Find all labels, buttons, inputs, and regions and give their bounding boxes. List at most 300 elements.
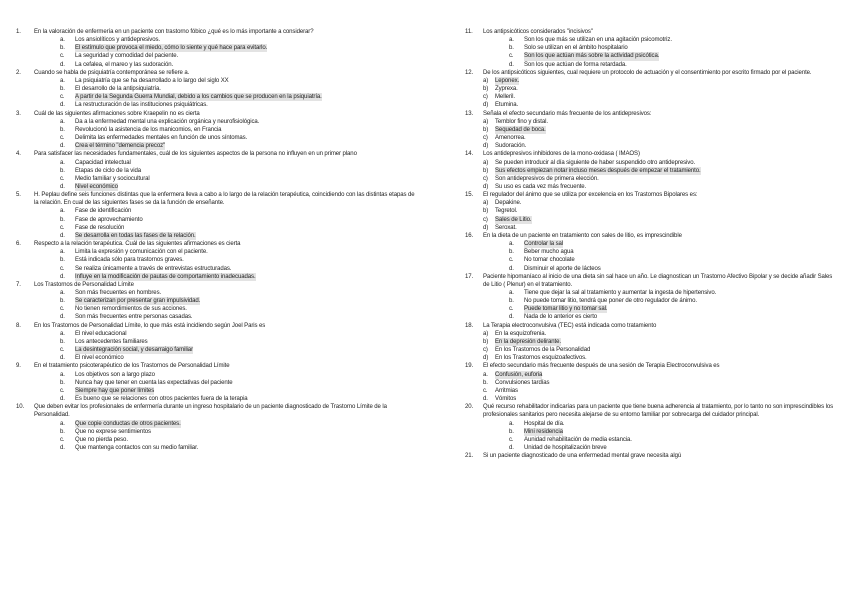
answer-option <box>13 52 415 60</box>
answer-option <box>13 395 415 403</box>
answer-option <box>462 134 838 142</box>
option-letter: a. <box>60 118 65 125</box>
answer-option <box>462 436 838 444</box>
option-letter: b) <box>483 86 489 93</box>
question-text: Para satisfacer las necesidades fundamentales, cuál de los siguientes aspectos de la persona no influyen en un primer plano <box>34 151 357 158</box>
question-text: Si un paciente diagnosticado de una enfermedad mental grave necesita algú <box>483 453 682 460</box>
option-letter: d) <box>483 224 489 231</box>
option-text: Sus efectos empiezan notar incluso meses después de empezar el tratamiento. <box>495 167 701 174</box>
question-number: 8. <box>16 322 21 329</box>
answer-option-highlighted <box>462 428 838 436</box>
question-text: En la dieta de un paciente en tratamiento con sales de litio, es imprescindible <box>483 232 682 239</box>
option-text: Seroxat. <box>495 224 517 231</box>
option-text: Está indicada sólo para trastornos graves. <box>75 257 184 264</box>
option-text: Se realiza únicamente a través de entrevistas estructuradas. <box>75 265 232 272</box>
option-text: Mini residencia <box>524 428 563 435</box>
option-text: Arritmias <box>495 387 518 394</box>
option-letter: d) <box>483 183 489 190</box>
answer-option <box>462 44 838 52</box>
answer-option <box>462 183 838 191</box>
answer-option-highlighted <box>462 371 838 379</box>
option-letter: d. <box>60 102 65 109</box>
option-text: Son antidepresivos de primera elección. <box>495 175 599 182</box>
question <box>462 322 838 330</box>
option-text: Vómitos <box>495 396 517 403</box>
option-letter: c) <box>483 216 488 223</box>
option-letter: a. <box>60 420 65 427</box>
option-letter: c. <box>60 387 65 394</box>
answer-option <box>462 93 838 101</box>
option-letter: b. <box>509 428 514 435</box>
answer-option-highlighted <box>462 52 838 60</box>
option-letter: c. <box>60 224 65 231</box>
question-text: Los antidepresivos inhibidores de la mono-oxidasa ( IMAOS) <box>483 151 640 158</box>
option-text: Zyprexa. <box>495 86 518 93</box>
option-text: Que copie conductas de otros pacientes. <box>75 420 181 427</box>
question-text: El regulador del ánimo que se utiliza por excelencia en los Trastornos Bipolares es: <box>483 192 698 199</box>
option-letter: c. <box>60 53 65 60</box>
option-text: Medio familiar y sociocultural <box>75 175 150 182</box>
answer-option <box>462 265 838 273</box>
option-text: Es bueno que se relaciones con otros pacientes fuera de la terapia <box>75 396 248 403</box>
option-text: En los Trastornos de la Personalidad <box>495 347 591 354</box>
question-number: 20. <box>465 404 474 411</box>
question <box>13 281 415 289</box>
question <box>13 362 415 370</box>
option-letter: c. <box>60 135 65 142</box>
option-letter: d. <box>60 183 65 190</box>
option-letter: d. <box>60 61 65 68</box>
option-text: Siempre hay que poner límites <box>75 387 155 394</box>
option-letter: c. <box>60 175 65 182</box>
option-letter: c. <box>483 387 488 394</box>
answer-option <box>13 159 415 167</box>
question <box>13 322 415 330</box>
question-number: 5. <box>16 192 21 199</box>
option-text: En la depresión delirante. <box>495 338 561 345</box>
question <box>462 452 838 460</box>
question-number: 7. <box>16 281 21 288</box>
option-letter: d. <box>60 314 65 321</box>
option-text: El desarrollo de la antipsiquiatría. <box>75 86 161 93</box>
option-letter: b. <box>60 298 65 305</box>
question-text: En los Trastornos de Personalidad Límite, lo que más está incidiendo según Joel Paris es <box>34 322 266 329</box>
answer-option-highlighted <box>13 387 415 395</box>
option-text: Tegretol. <box>495 208 518 215</box>
question <box>462 191 838 199</box>
option-text: Son los que actúan más sobre la actividad psicótica. <box>524 53 660 60</box>
option-text: Depakine. <box>495 200 522 207</box>
answer-option <box>13 36 415 44</box>
question <box>462 110 838 118</box>
answer-option-highlighted <box>13 93 415 101</box>
question <box>13 191 415 207</box>
question-text: Cuando se habla de psiquiatría contemporánea se refiere a. <box>34 69 190 76</box>
answer-option <box>462 248 838 256</box>
option-letter: a) <box>483 159 489 166</box>
option-letter: c) <box>483 175 488 182</box>
option-letter: c. <box>60 94 65 101</box>
answer-option <box>13 85 415 93</box>
option-text: Los antecedentes familiares <box>75 338 148 345</box>
option-text: Etapas de ciclo de la vida <box>75 167 141 174</box>
option-letter: b. <box>509 249 514 256</box>
question-text: Que deben evitar los profesionales de enfermería durante un ingreso hospitalario de un paciente diagnosticado de Trastorno Límite de la Personalidad. <box>34 404 387 419</box>
answer-option-highlighted <box>13 44 415 52</box>
answer-option <box>462 101 838 109</box>
question-text: La Terapia electroconvulsiva (TEC) está indicada como tratamiento <box>483 322 657 329</box>
question <box>13 110 415 118</box>
answer-option <box>462 142 838 150</box>
answer-option <box>13 289 415 297</box>
option-letter: c. <box>60 306 65 313</box>
option-text: Solo se utilizan en el ámbito hospitalario <box>524 45 628 52</box>
answer-option <box>462 256 838 264</box>
answer-option <box>462 346 838 354</box>
option-letter: a) <box>483 330 489 337</box>
answer-option <box>13 428 415 436</box>
option-letter: b. <box>60 167 65 174</box>
answer-option <box>13 379 415 387</box>
answer-option-highlighted <box>13 346 415 354</box>
option-letter: c. <box>60 347 65 354</box>
option-text: Sequedad de boca. <box>495 126 546 133</box>
answer-option <box>462 36 838 44</box>
question-number: 15. <box>465 192 474 199</box>
answer-option <box>462 387 838 395</box>
option-letter: b. <box>509 298 514 305</box>
option-text: Beber mucho agua <box>524 249 574 256</box>
question-number: 10. <box>16 404 25 411</box>
answer-option <box>13 134 415 142</box>
option-text: La restructuración de las instituciones psiquiátricas. <box>75 102 208 109</box>
question-number: 11. <box>465 29 473 35</box>
question-text: H. Peplau define seis funciones distintas que la enfermera lleva a cabo a lo largo de la relación terapéutica, coincidiendo con las distintas etapas de la relación. En cual de las siguientes fases se da la función de enseñante. <box>34 192 415 207</box>
right-column <box>462 28 838 460</box>
option-letter: d) <box>483 143 489 150</box>
answer-option <box>462 395 838 403</box>
answer-option <box>462 354 838 362</box>
left-column <box>13 28 415 452</box>
answer-option <box>13 77 415 85</box>
question <box>13 150 415 158</box>
option-text: Etumina. <box>495 102 519 109</box>
option-letter: c. <box>509 257 514 264</box>
question-text: Señala el efecto secundario más frecuente de los antidepresivos: <box>483 110 652 117</box>
option-letter: a) <box>483 77 489 84</box>
option-letter: d) <box>483 355 489 362</box>
option-text: Que mantenga contactos con su medio familiar. <box>75 444 199 451</box>
option-letter: b. <box>60 45 65 52</box>
answer-option <box>13 256 415 264</box>
option-text: Amenorrea. <box>495 135 526 142</box>
question-number: 13. <box>465 110 474 117</box>
question <box>462 69 838 77</box>
question-number: 9. <box>16 363 21 370</box>
answer-option-highlighted <box>13 183 415 191</box>
option-text: Fase de identificación <box>75 208 132 215</box>
answer-option <box>13 118 415 126</box>
option-text: No tomar chocolate <box>524 257 575 264</box>
option-letter: d. <box>60 273 65 280</box>
option-letter: b) <box>483 338 489 345</box>
question-number: 16. <box>465 232 474 239</box>
answer-option-highlighted <box>462 216 838 224</box>
answer-option-highlighted <box>13 232 415 240</box>
option-letter: d. <box>509 265 514 272</box>
option-text: Limita la expresión y comunicación con el paciente. <box>75 249 208 256</box>
answer-option-highlighted <box>462 126 838 134</box>
option-text: Aunidad rehabilitación de media estancia. <box>524 436 632 443</box>
question-text: Los Trastornos de Personalidad Límite <box>34 281 134 288</box>
option-text: Nivel económico <box>75 183 118 190</box>
option-text: Leponex. <box>495 77 520 84</box>
answer-option <box>462 175 838 183</box>
option-text: Capacidad intelectual <box>75 159 131 166</box>
option-text: Se desarrolla en todas las fases de la relación. <box>75 232 196 239</box>
option-letter: d. <box>60 444 65 451</box>
answer-option <box>13 330 415 338</box>
answer-option-highlighted <box>462 305 838 313</box>
question-number: 14. <box>465 151 474 158</box>
option-text: Se pueden introducir al día siguiente de haber suspendido otro antidepresivo. <box>495 159 696 166</box>
option-letter: c) <box>483 347 488 354</box>
option-text: Fase de resolución <box>75 224 125 231</box>
answer-option <box>13 216 415 224</box>
option-letter: a. <box>60 159 65 166</box>
option-text: En la esquizofrenia. <box>495 330 547 337</box>
option-text: Su uso es cada vez más frecuente. <box>495 183 587 190</box>
option-letter: c. <box>509 306 514 313</box>
option-letter: a. <box>483 371 488 378</box>
question-text: Paciente hipomaníaco al inicio de una dieta sin sal hace un año. Le diagnostican un Trastorno Afectivo Bipolar y se decide añadir Sales de Litio ( Plenur) en el tratamiento. <box>483 273 833 288</box>
option-letter: d) <box>483 102 489 109</box>
option-text: La seguridad y comodidad del paciente. <box>75 53 179 60</box>
option-letter: b. <box>60 379 65 386</box>
answer-option <box>13 305 415 313</box>
option-text: Nunca hay que tener en cuenta las expectativas del paciente <box>75 379 233 386</box>
option-letter: a. <box>509 290 514 296</box>
answer-option <box>13 207 415 215</box>
question-number: 3. <box>16 110 21 117</box>
answer-option <box>462 313 838 321</box>
option-text: El nivel educacional <box>75 330 127 337</box>
question-text: El efecto secundario más frecuente después de una sesión de Terapia Electroconvulsiva es <box>483 363 720 370</box>
option-letter: c. <box>60 436 65 443</box>
question <box>13 28 415 36</box>
option-letter: a. <box>60 290 65 296</box>
answer-option-highlighted <box>13 273 415 281</box>
question <box>462 232 838 240</box>
question-number: 2. <box>16 69 21 76</box>
option-text: Tiene que dejar la sal al tratamiento y aumentar la ingesta de hipertensivo. <box>524 290 717 296</box>
option-text: Revolucionó la asistencia de los manicomios, en Francia <box>75 126 222 133</box>
option-text: Melleril. <box>495 94 515 101</box>
answer-option <box>13 436 415 444</box>
answer-option <box>462 207 838 215</box>
option-text: A partir de la Segunda Guerra Mundial, debido a los cambios que se producen en la psiquiatría. <box>75 94 322 101</box>
answer-option <box>13 371 415 379</box>
option-letter: c) <box>483 135 488 142</box>
answer-option <box>13 444 415 452</box>
question <box>462 150 838 158</box>
option-text: En los Trastornos esquizoafectivos. <box>495 355 587 362</box>
answer-option <box>462 159 838 167</box>
question <box>462 403 838 419</box>
option-text: Unidad de hospitalización breve <box>524 444 607 451</box>
answer-option <box>13 224 415 232</box>
option-text: La desintegración social, y desarraigo familiar <box>75 347 193 354</box>
option-letter: b) <box>483 126 489 133</box>
answer-option-highlighted <box>462 338 838 346</box>
answer-option <box>13 61 415 69</box>
option-text: Crea el término "demencia precoz" <box>75 143 166 150</box>
answer-option <box>13 338 415 346</box>
option-letter: b. <box>60 86 65 93</box>
option-letter: d. <box>509 444 514 451</box>
question <box>13 240 415 248</box>
option-letter: b. <box>483 379 488 386</box>
option-text: El estímulo que provoca el miedo, cómo lo siente y qué hace para evitarlo. <box>75 45 268 52</box>
option-text: La psiquiatría que se ha desarrollado a lo largo del siglo XX <box>75 77 229 84</box>
option-text: Son más frecuentes entre personas casadas. <box>75 314 193 321</box>
option-letter: a. <box>509 37 514 44</box>
option-text: Son los que actúan de forma retardada. <box>524 61 627 68</box>
option-text: No tienen remordimientos de sus acciones. <box>75 306 187 313</box>
answer-option <box>462 420 838 428</box>
option-letter: b. <box>60 126 65 133</box>
answer-option <box>13 354 415 362</box>
option-text: Nada de lo anterior es cierto <box>524 314 598 321</box>
option-text: Los objetivos son a largo plazo <box>75 371 155 378</box>
option-letter: b. <box>60 428 65 435</box>
option-letter: a. <box>509 420 514 427</box>
answer-option <box>13 313 415 321</box>
option-letter: b) <box>483 208 489 215</box>
option-letter: a. <box>60 77 65 84</box>
option-text: Controlar la sal <box>524 241 564 248</box>
option-text: Puede tomar litio y no tomar sal. <box>524 306 608 313</box>
option-letter: a. <box>60 249 65 256</box>
option-letter: d. <box>60 143 65 150</box>
option-letter: b) <box>483 167 489 174</box>
question-text: Cuál de las siguientes afirmaciones sobre Kraepelin no es cierta <box>34 110 200 117</box>
answer-option <box>462 118 838 126</box>
answer-option <box>13 248 415 256</box>
option-letter: a. <box>60 371 65 378</box>
question <box>13 403 415 419</box>
answer-option <box>462 289 838 297</box>
answer-option <box>13 167 415 175</box>
option-letter: b. <box>509 45 514 52</box>
question-text: Respecto a la relación terapéutica. Cuál de las siguientes afirmaciones es cierta <box>34 241 241 248</box>
option-text: Hospital de día. <box>524 420 565 427</box>
answer-option <box>13 175 415 183</box>
answer-option-highlighted <box>13 420 415 428</box>
option-letter: d. <box>60 232 65 239</box>
option-text: Son más frecuentes en hombres. <box>75 290 162 296</box>
answer-option <box>462 61 838 69</box>
option-letter: a. <box>60 330 65 337</box>
question-text: De los antipsicóticos siguientes, cual requiere un protocolo de actuación y el consentimiento por escrito firmado por el paciente. <box>483 69 812 76</box>
answer-option <box>462 330 838 338</box>
option-letter: b. <box>60 216 65 223</box>
option-text: Convulsiones tardías <box>495 379 550 386</box>
question <box>462 28 838 36</box>
answer-option <box>13 265 415 273</box>
answer-option <box>13 126 415 134</box>
option-letter: a) <box>483 118 489 125</box>
option-text: Da a la enfermedad mental una explicación orgánica y neurofisiológica. <box>75 118 260 125</box>
option-text: Que no exprese sentimientos <box>75 428 151 435</box>
option-letter: b. <box>60 338 65 345</box>
option-text: Los ansiolíticos y antidepresivos. <box>75 37 160 44</box>
option-text: Fase de aprovechamiento <box>75 216 143 223</box>
option-letter: c) <box>483 94 488 101</box>
option-text: Temblor fino y distal. <box>495 118 548 125</box>
option-text: No puede tomar litio, tendrá que poner de otro regulador de ánimo. <box>524 298 697 305</box>
option-letter: d. <box>60 396 65 403</box>
answer-option <box>462 85 838 93</box>
option-text: Se caracterizan por presentar gran impulsividad. <box>75 298 201 305</box>
option-text: Delimita las enfermedades mentales en función de unos síntomas. <box>75 135 248 142</box>
question-text: En el tratamiento psicoterapéutico de los Trastornos de Personalidad Límite <box>34 363 230 370</box>
option-letter: d. <box>60 355 65 362</box>
answer-option <box>462 444 838 452</box>
answer-option <box>13 101 415 109</box>
option-text: Influye en la modificación de pautas de comportamiento inadecuadas. <box>75 273 256 280</box>
option-text: Sales de Litio. <box>495 216 532 223</box>
option-letter: a. <box>60 37 65 44</box>
option-letter: a. <box>60 208 65 215</box>
answer-option <box>462 224 838 232</box>
answer-option <box>462 297 838 305</box>
answer-option <box>462 199 838 207</box>
option-letter: a. <box>509 241 514 248</box>
question-number: 4. <box>16 151 21 158</box>
option-text: Confusión, euforia <box>495 371 543 378</box>
answer-option-highlighted <box>462 240 838 248</box>
option-letter: c. <box>60 265 65 272</box>
answer-option-highlighted <box>13 297 415 305</box>
question-number: 6. <box>16 241 21 248</box>
question-number: 12. <box>465 69 474 76</box>
question-number: 19. <box>465 363 474 370</box>
option-letter: a) <box>483 200 489 207</box>
answer-option-highlighted <box>462 77 838 85</box>
question-text: En la valoración de enfermería en un paciente con trastorno fóbico ¿qué es lo más importante a considerar? <box>34 29 314 35</box>
option-letter: d. <box>509 61 514 68</box>
option-text: Que no pierda peso. <box>75 436 128 443</box>
answer-option <box>462 379 838 387</box>
answer-option-highlighted <box>13 142 415 150</box>
question <box>13 69 415 77</box>
answer-option-highlighted <box>462 167 838 175</box>
question-number: 1. <box>16 29 21 35</box>
option-text: El nivel económico <box>75 355 124 362</box>
option-text: Disminuir el aporte de lácteos <box>524 265 601 272</box>
option-letter: b. <box>60 257 65 264</box>
question-number: 21. <box>465 453 474 460</box>
option-letter: d. <box>509 314 514 321</box>
option-text: Sudoración. <box>495 143 527 150</box>
option-letter: c. <box>509 53 514 60</box>
question-text: Los antipsicóticos considerados "incisivos" <box>483 29 593 35</box>
question-number: 18. <box>465 322 474 329</box>
question-number: 17. <box>465 273 474 280</box>
question <box>462 273 838 289</box>
question-text: Qué recurso rehabilitador indicarías para un paciente que tiene buena adherencia al tratamiento, por lo tanto no son imprescindibles los profesionales sanitarios pero necesita alejarse de su entorno familiar por sobrecarga del cuidador principal. <box>483 404 834 419</box>
